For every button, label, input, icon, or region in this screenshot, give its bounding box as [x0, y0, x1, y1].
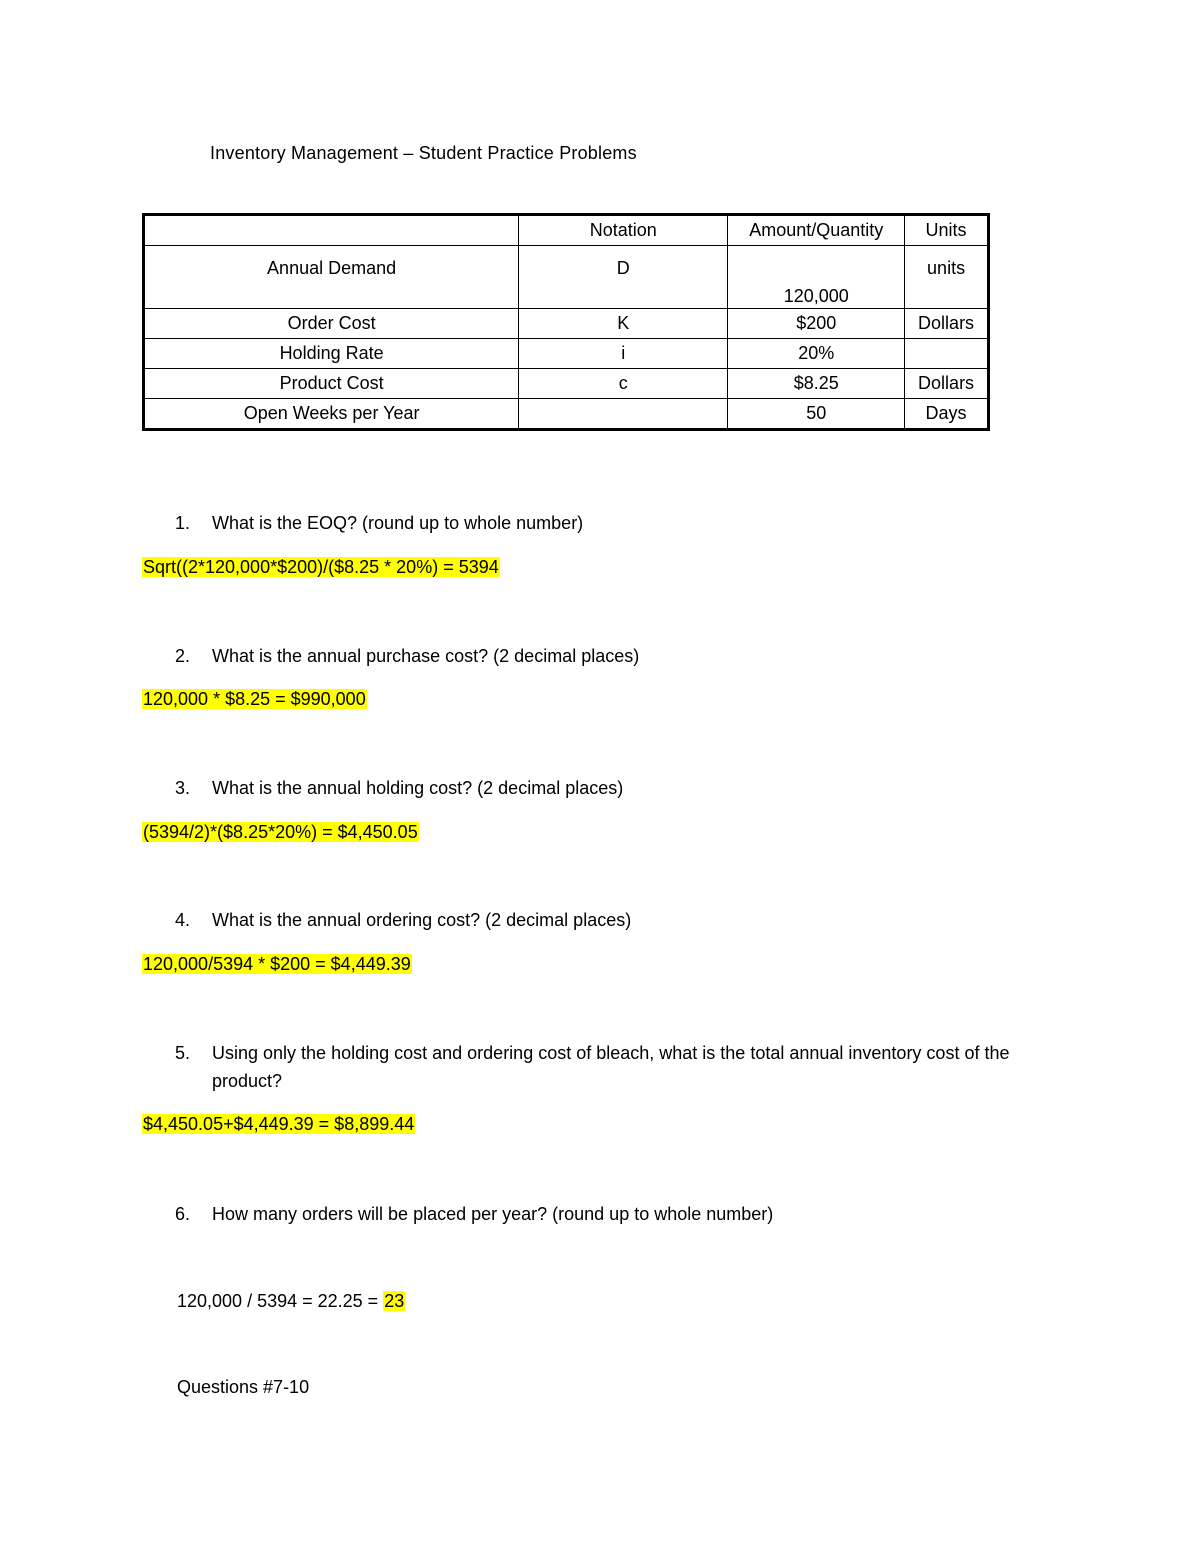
table-header-row: [144, 215, 989, 246]
answer-2: [142, 686, 367, 712]
highlighted-answer: 120,000/5394 * $200 = $4,449.39: [143, 954, 411, 974]
question-number: 3.: [175, 778, 191, 798]
table-row: [144, 369, 989, 399]
table-row: [144, 309, 989, 339]
table-cell-units: Dollars: [905, 309, 989, 339]
table-cell-units: Dollars: [905, 369, 989, 399]
question-text: How many orders will be placed per year? (round up to whole number): [212, 1204, 774, 1224]
table-cell-units: units: [905, 246, 989, 309]
highlighted-answer: $4,450.05+$4,449.39 = $8,899.44: [143, 1114, 415, 1134]
table-cell-amount: 50: [728, 399, 905, 430]
answer-3: [142, 819, 419, 845]
question-text: What is the EOQ? (round up to whole number): [212, 513, 584, 533]
table-cell-notation: [519, 399, 728, 430]
table-cell-label: Product Cost: [144, 369, 519, 399]
section-heading: Questions #7-10: [177, 1377, 310, 1397]
question-text: What is the annual holding cost? (2 decimal places): [212, 778, 624, 798]
table-cell-label: Open Weeks per Year: [144, 399, 519, 430]
table-header-cell: Notation: [519, 215, 728, 246]
question-text: What is the annual ordering cost? (2 decimal places): [212, 910, 632, 930]
table-cell-notation: D: [519, 246, 728, 309]
table-cell-units: [905, 339, 989, 369]
table-cell-amount: 120,000: [728, 246, 905, 309]
question-number: 1.: [175, 513, 191, 533]
question-number: 5.: [175, 1043, 191, 1063]
table-cell-units: Days: [905, 399, 989, 430]
table-cell-notation: i: [519, 339, 728, 369]
table-row: [144, 246, 989, 309]
answer-6: [177, 1288, 405, 1314]
table-row: [144, 339, 989, 369]
question-3: [175, 774, 1055, 802]
table-cell-amount: $200: [728, 309, 905, 339]
table-cell-notation: K: [519, 309, 728, 339]
question-number: 4.: [175, 910, 191, 930]
answer-4: [142, 951, 412, 977]
table-cell-amount: 20%: [728, 339, 905, 369]
table-cell-label: Holding Rate: [144, 339, 519, 369]
answer-1: [142, 554, 500, 580]
question-text: What is the annual purchase cost? (2 decimal places): [212, 646, 640, 666]
table-row: [144, 399, 989, 430]
inventory-parameters-table: [142, 213, 990, 431]
answer-calculation: 120,000 / 5394 = 22.25 =: [177, 1291, 384, 1311]
table-cell-amount: $8.25: [728, 369, 905, 399]
highlighted-answer: 23: [384, 1291, 405, 1311]
question-2: [175, 642, 1055, 670]
table-cell-label: Annual Demand: [144, 246, 519, 309]
question-number: 2.: [175, 646, 191, 666]
table-header-cell: [144, 215, 519, 246]
question-4: [175, 906, 1055, 934]
highlighted-answer: Sqrt((2*120,000*$200)/($8.25 * 20%) = 5394: [143, 557, 499, 577]
page-title: Inventory Management – Student Practice Problems: [210, 143, 637, 163]
question-number: 6.: [175, 1204, 191, 1224]
question-1: [175, 509, 1055, 537]
highlighted-answer: 120,000 * $8.25 = $990,000: [143, 689, 366, 709]
table-header-cell: Units: [905, 215, 989, 246]
question-6: [175, 1200, 1055, 1228]
table-header-cell: Amount/Quantity: [728, 215, 905, 246]
highlighted-answer: (5394/2)*($8.25*20%) = $4,450.05: [143, 822, 418, 842]
table-cell-label: Order Cost: [144, 309, 519, 339]
question-5: [175, 1039, 1055, 1095]
table-cell-notation: c: [519, 369, 728, 399]
answer-5: [142, 1111, 415, 1137]
question-text: Using only the holding cost and ordering cost of bleach, what is the total annual inventory cost of the product?: [212, 1043, 1010, 1091]
